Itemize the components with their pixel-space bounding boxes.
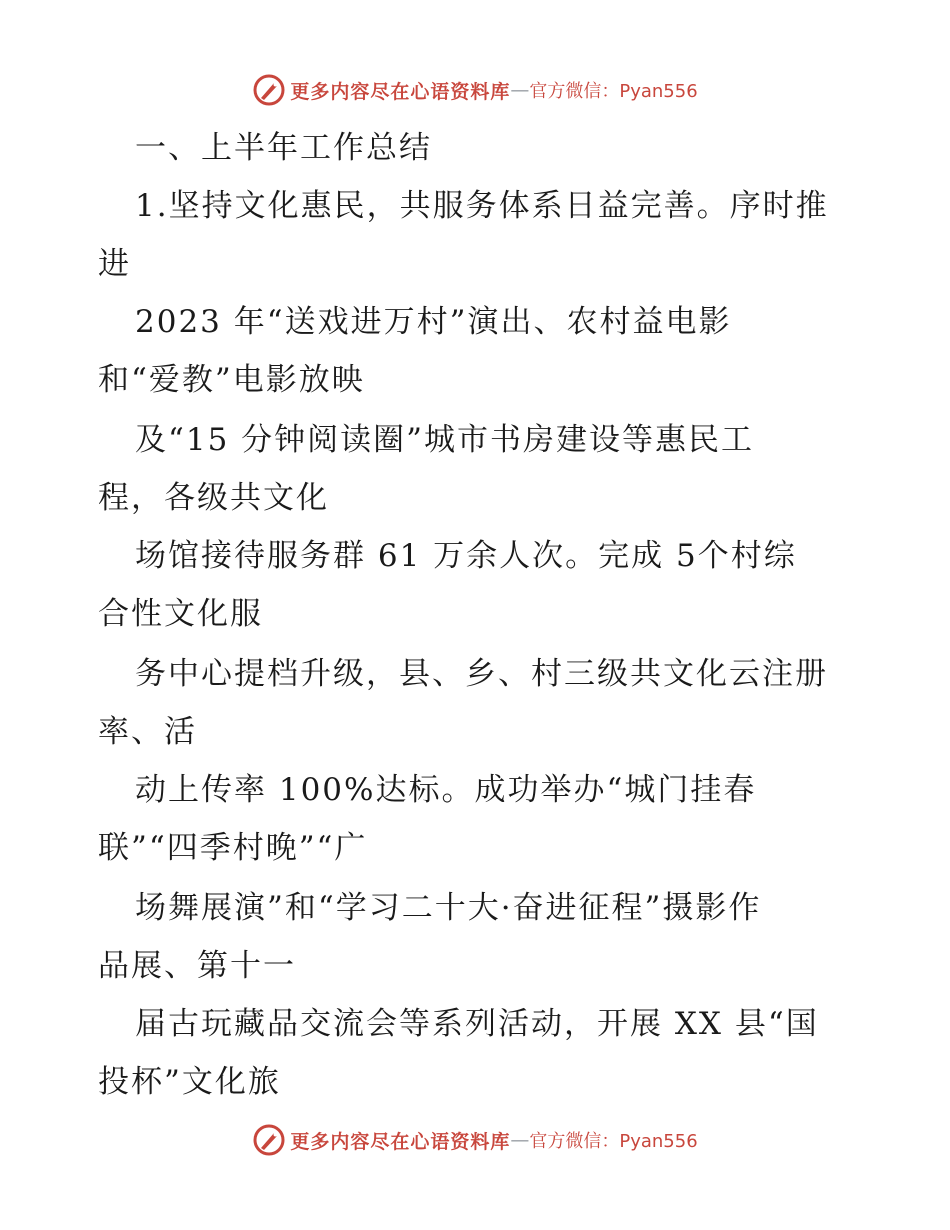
body-line: 进 — [98, 246, 131, 282]
body-line: 合性文化服 — [98, 596, 263, 632]
pen-logo-icon — [252, 1123, 286, 1157]
body-line: 联”“四季村晚”“广 — [98, 830, 368, 866]
pen-logo-icon — [252, 73, 286, 107]
body-line: 及“15 分钟阅读圈”城市书房建设等惠民工 — [135, 422, 754, 458]
footer-watermark — [0, 1120, 950, 1160]
body-line: 投杯”文化旅 — [98, 1064, 281, 1100]
watermark-separator: — — [510, 79, 530, 101]
watermark-separator: — — [510, 1129, 530, 1151]
body-line: 届古玩藏品交流会等系列活动，开展 XX 县“国 — [135, 1006, 819, 1042]
watermark-contact: 官方微信：Pyan556 — [529, 81, 698, 102]
body-line: 率、活 — [98, 714, 197, 750]
body-line: 动上传率 100%达标。成功举办“城门挂春 — [135, 772, 757, 808]
watermark-text: 更多内容尽在心语资料库 — [290, 80, 511, 103]
body-line: 场舞展演”和“学习二十大·奋进征程”摄影作 — [135, 890, 762, 926]
body-line: 和“爱教”电影放映 — [98, 362, 365, 398]
body-line: 1.坚持文化惠民，共服务体系日益完善。序时推 — [135, 188, 829, 224]
watermark-contact: 官方微信：Pyan556 — [529, 1131, 698, 1152]
body-line: 品展、第十一 — [98, 948, 296, 984]
body-line: 场馆接待服务群 61 万余人次。完成 5个村综 — [135, 538, 797, 574]
section-heading: 一、上半年工作总结 — [135, 130, 432, 166]
body-line: 程，各级共文化 — [98, 480, 329, 516]
header-watermark — [0, 70, 950, 110]
body-line: 2023 年“送戏进万村”演出、农村益电影 — [135, 304, 732, 340]
body-line: 务中心提档升级，县、乡、村三级共文化云注册 — [135, 656, 828, 692]
watermark-text: 更多内容尽在心语资料库 — [290, 1130, 511, 1153]
